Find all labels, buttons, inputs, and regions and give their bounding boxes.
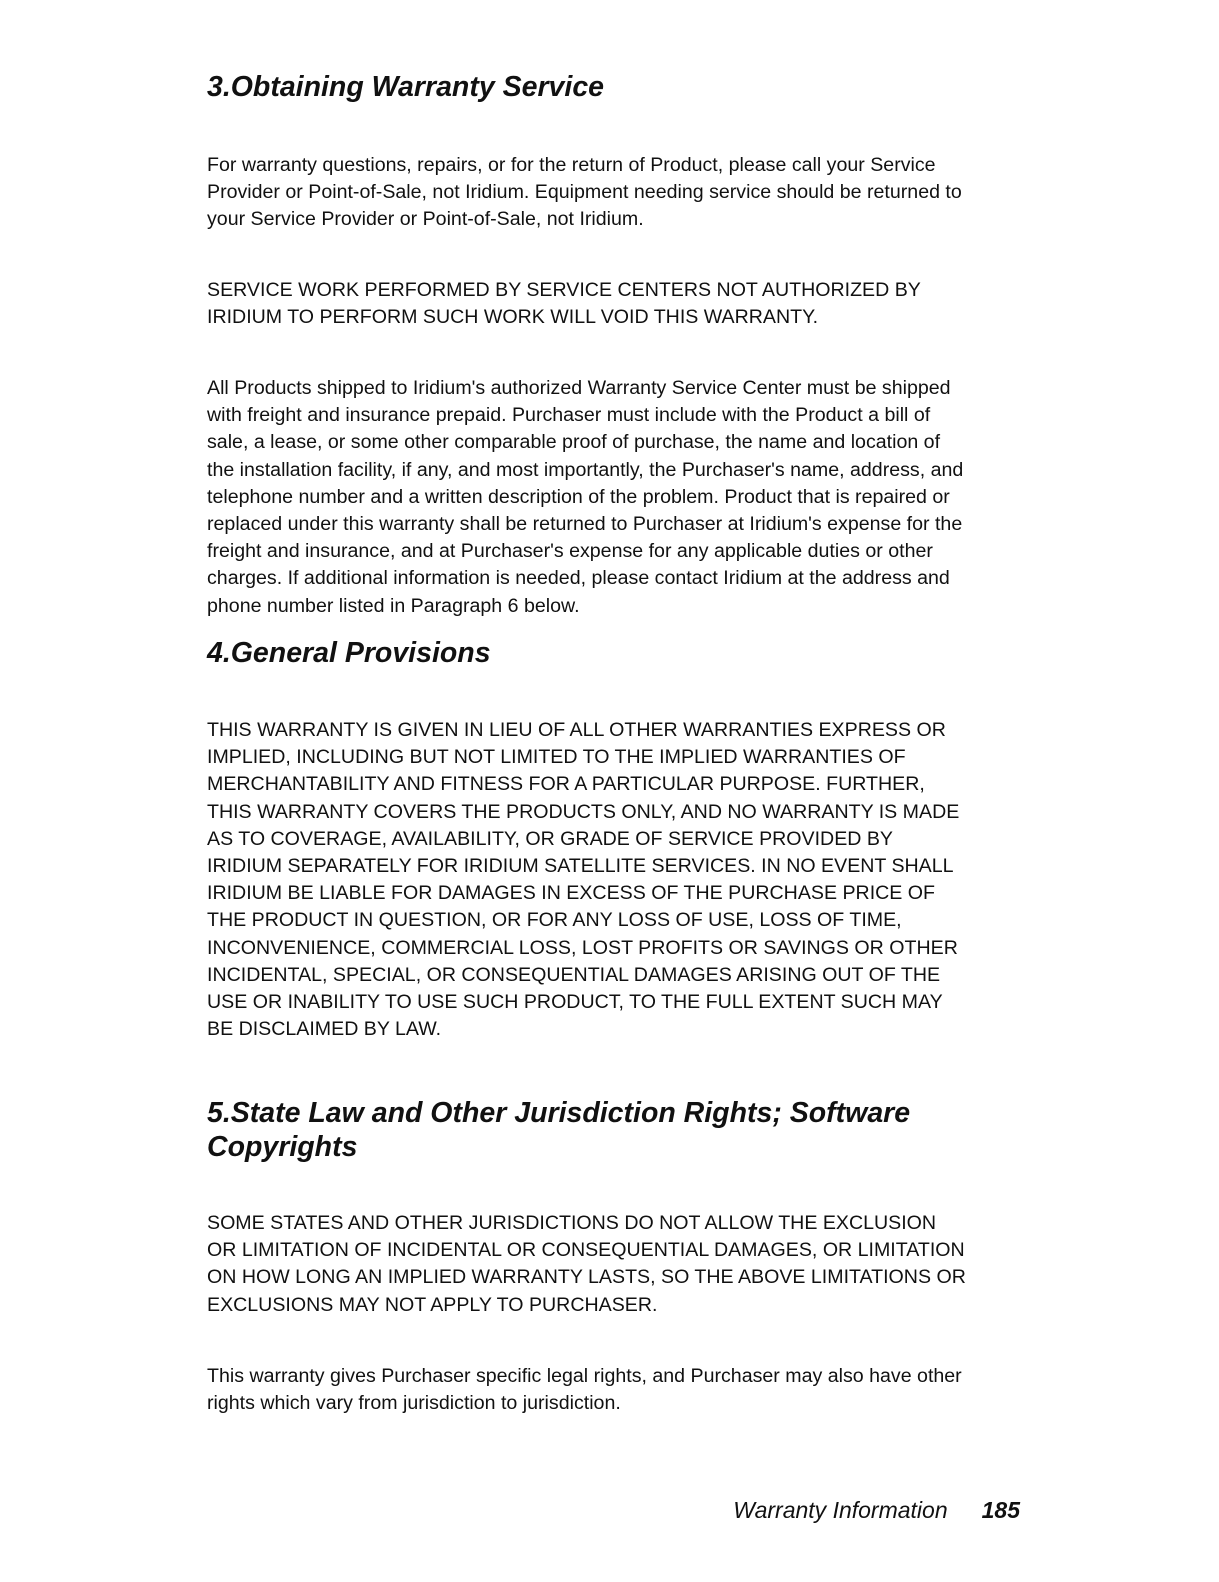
page-number: 185 (981, 1497, 1020, 1523)
section-3-paragraph-1: For warranty questions, repairs, or for the return of Product, please call your Service Provider or Point-of-Sale, not Iridium. Equipment needing service should be returned to your Service Provider or Point-of-Sale, not Iridium. (207, 154, 962, 231)
section-3-paragraph-3: All Products shipped to Iridium's authorized Warranty Service Center must be shipped with freight and insurance prepaid. Purchaser must include with the Product a bill of sale, a lease, or some other comparable proof of purchase, the name and location of the installation facility, if any, and most importantly, the Purchaser's name, address, and telephone number and a written description of the problem. Product that is repaired or replaced under this warranty shall be returned to Purchaser at Iridium's expense for the freight and insurance, and at Purchaser's expense for any applicable duties or other charges. If additional information is needed, please contact Iridium at the address and phone number listed in Paragraph 6 below. (207, 377, 964, 617)
section-4-paragraph-1: THIS WARRANTY IS GIVEN IN LIEU OF ALL OTHER WARRANTIES EXPRESS OR IMPLIED, INCLUDING BUT NOT LIMITED TO THE IMPLIED WARRANTIES OF MERCHANTABILITY AND FITNESS FOR A PARTICULAR PURPOSE. FURTHER, THIS WARRANTY COVERS THE PRODUCTS ONLY, AND NO WARRANTY IS MADE AS TO COVERAGE, AVAILABILITY, OR GRADE OF SERVICE PROVIDED BY IRIDIUM SEPARATELY FOR IRIDIUM SATELLITE SERVICES. IN NO EVENT SHALL IRIDIUM BE LIABLE FOR DAMAGES IN EXCESS OF THE PURCHASE PRICE OF THE PRODUCT IN QUESTION, OR FOR ANY LOSS OF USE, LOSS OF TIME, INCONVENIENCE, COMMERCIAL LOSS, LOST PROFITS OR SAVINGS OR OTHER INCIDENTAL, SPECIAL, OR CONSEQUENTIAL DAMAGES ARISING OUT OF THE USE OR INABILITY TO USE SUCH PRODUCT, TO THE FULL EXTENT SUCH MAY BE DISCLAIMED BY LAW. (207, 719, 960, 1041)
section-5-heading-line-1: 5.State Law and Other Jurisdiction Rights; Software (207, 1097, 911, 1129)
footer-title: Warranty Information (733, 1497, 948, 1523)
page-footer (700, 1496, 1020, 1524)
section-3-paragraph-2: SERVICE WORK PERFORMED BY SERVICE CENTERS NOT AUTHORIZED BY IRIDIUM TO PERFORM SUCH WORK WILL VOID THIS WARRANTY. (207, 279, 921, 329)
section-5-paragraph-1: SOME STATES AND OTHER JURISDICTIONS DO NOT ALLOW THE EXCLUSION OR LIMITATION OF INCIDENTAL OR CONSEQUENTIAL DAMAGES, OR LIMITATION ON HOW LONG AN IMPLIED WARRANTY LASTS, SO THE ABOVE LIMITATIONS OR EXCLUSIONS MAY NOT APPLY TO PURCHASER. (207, 1212, 966, 1316)
section-5-paragraph-2: This warranty gives Purchaser specific legal rights, and Purchaser may also have other rights which vary from jurisdiction to jurisdiction. (207, 1365, 962, 1415)
section-5-heading-line-2: Copyrights (207, 1131, 358, 1163)
section-5-heading (207, 1096, 1022, 1164)
section-4-heading: 4.General Provisions (207, 637, 491, 669)
section-3-heading: 3.Obtaining Warranty Service (207, 71, 605, 103)
